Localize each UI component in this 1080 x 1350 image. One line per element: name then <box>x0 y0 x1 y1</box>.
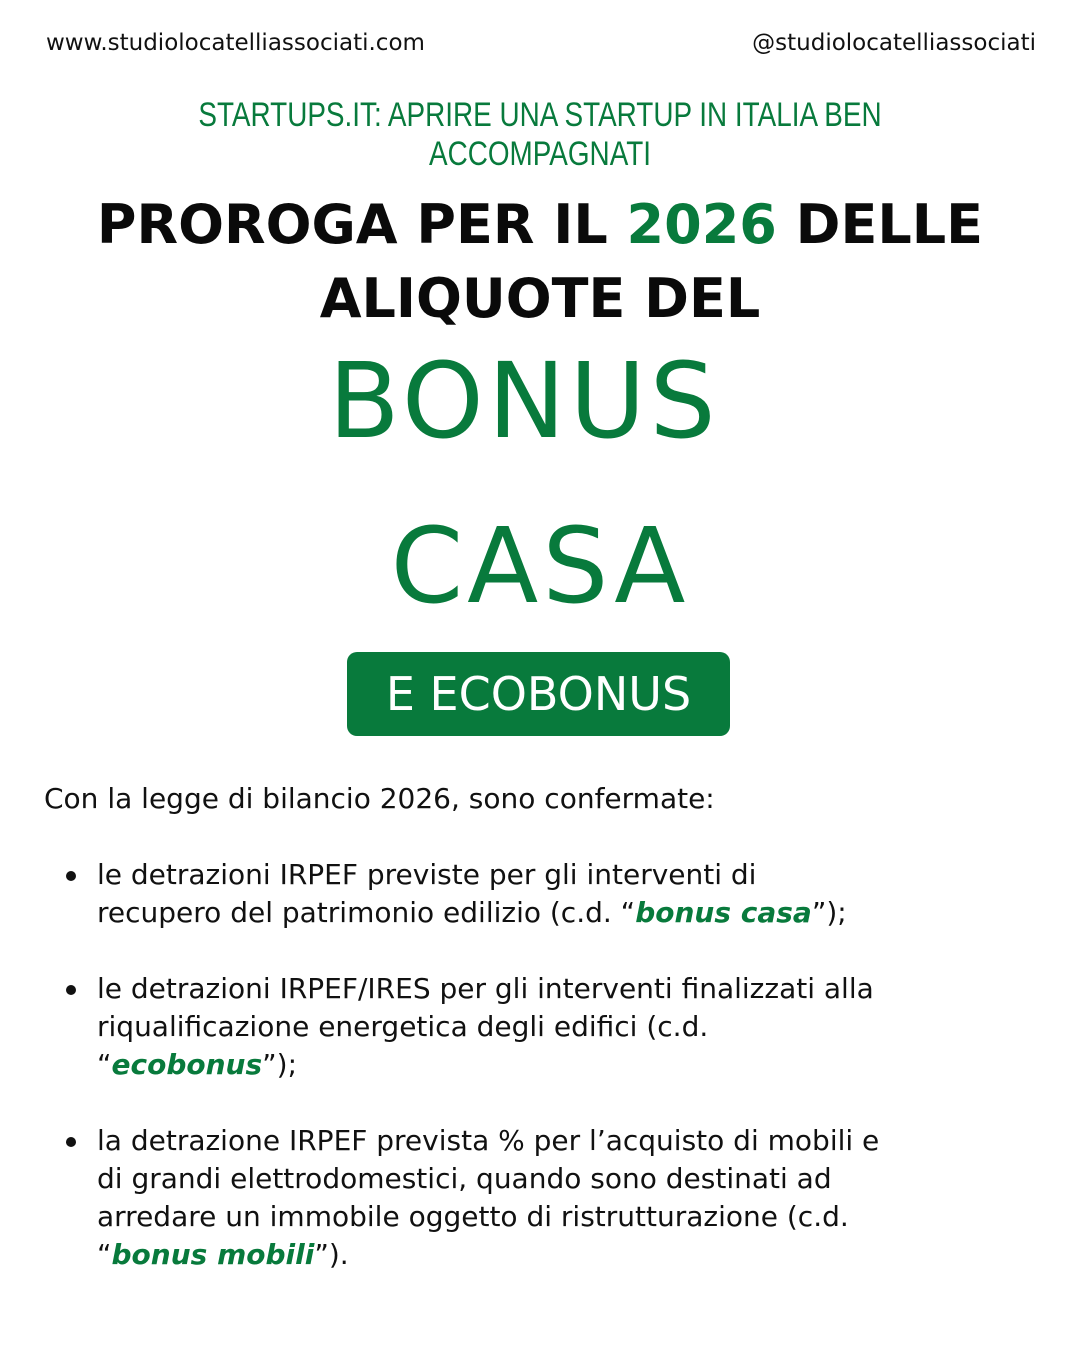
website-link[interactable]: www.studiolocatelliassociati.com <box>46 30 425 56</box>
bullet-dot-icon <box>66 1137 76 1147</box>
list-item <box>66 856 1026 932</box>
item-line: riqualificazione energetica degli edifici (c.d. <box>97 1010 709 1043</box>
top-bar <box>46 30 1036 64</box>
headline-year: 2026 <box>626 193 777 256</box>
item-text: “ <box>97 1238 112 1271</box>
bullet-list <box>66 856 1026 1312</box>
item-text-end: ”); <box>811 896 847 929</box>
item-line: di grandi elettrodomestici, quando sono destinati ad <box>97 1162 832 1195</box>
ecobonus-badge: E ECOBONUS <box>347 652 730 736</box>
bullet-dot-icon <box>66 985 76 995</box>
item-highlight: ecobonus <box>111 1048 263 1081</box>
item-text-end: ”). <box>314 1238 349 1271</box>
item-line: arredare un immobile oggetto di ristrutturazione (c.d. <box>97 1200 849 1233</box>
item-text: “ <box>97 1048 112 1081</box>
headline <box>0 188 1080 336</box>
tagline: STARTUPS.IT: APRIRE UNA STARTUP IN ITALIA BEN ACCOMPAGNATI <box>198 96 882 173</box>
big-word-casa: CASA <box>390 505 690 627</box>
item-line: le detrazioni IRPEF previste per gli interventi di <box>97 858 757 891</box>
item-highlight: bonus mobili <box>111 1238 315 1271</box>
item-highlight: bonus casa <box>635 896 812 929</box>
social-handle[interactable]: @studiolocatelliassociati <box>752 30 1036 56</box>
list-item <box>66 970 1026 1084</box>
headline-line-2: ALIQUOTE DEL <box>319 267 761 330</box>
headline-part-1: PROROGA PER IL <box>96 193 627 256</box>
bullet-dot-icon <box>66 871 76 881</box>
item-text-end: ”); <box>262 1048 298 1081</box>
headline-part-2: DELLE <box>776 193 984 256</box>
list-item <box>66 1122 1026 1274</box>
item-text: recupero del patrimonio edilizio (c.d. “ <box>97 896 636 929</box>
big-word-bonus: BONUS <box>328 340 720 462</box>
intro-text: Con la legge di bilancio 2026, sono confermate: <box>44 782 715 815</box>
item-line: la detrazione IRPEF prevista % per l’acquisto di mobili e <box>97 1124 880 1157</box>
item-line: le detrazioni IRPEF/IRES per gli interventi finalizzati alla <box>97 972 874 1005</box>
